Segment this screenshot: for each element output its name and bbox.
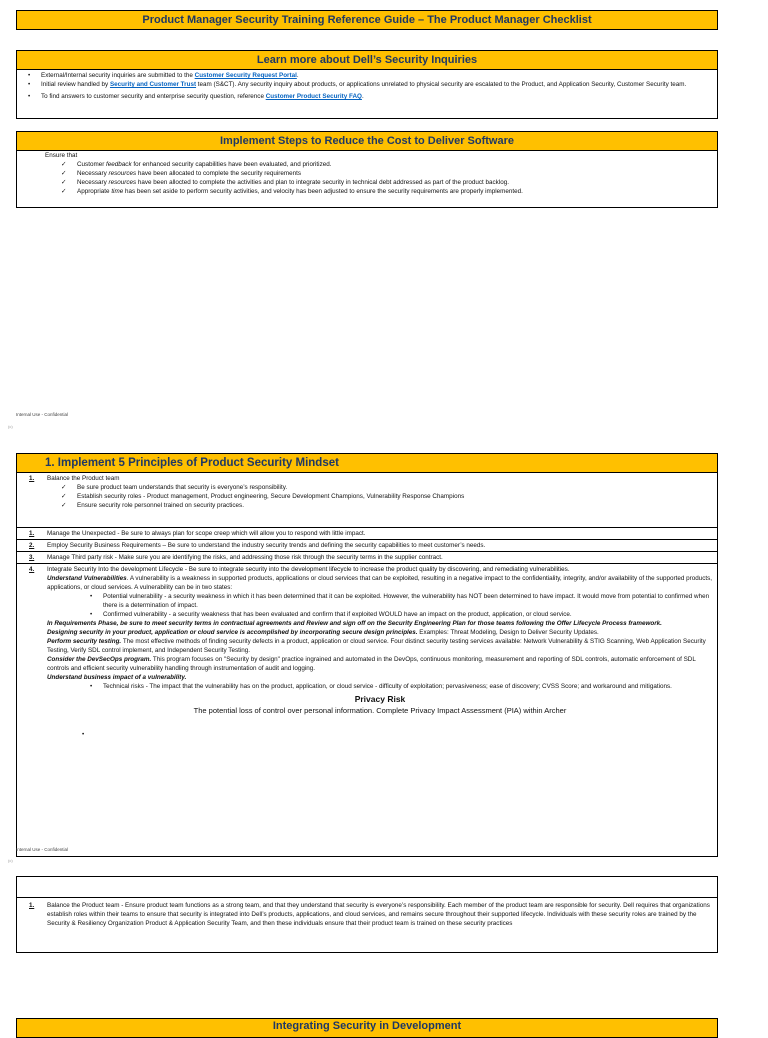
- principle-row: [17, 539, 717, 551]
- confidential-tag: Internal Use - Confidential: [16, 412, 69, 417]
- row-number: 3.: [29, 554, 35, 561]
- integrating-security-bar: [16, 1018, 718, 1038]
- privacy-risk-title: Privacy Risk: [354, 694, 406, 704]
- check-item: [61, 483, 713, 492]
- text: time: [111, 188, 124, 195]
- learn-more-section: [16, 50, 718, 119]
- implement-steps-header: [17, 132, 717, 151]
- balance-team-header: [17, 877, 717, 898]
- text: Be sure product team understands that security is everyone’s responsibility.: [77, 484, 288, 491]
- text: .: [361, 93, 364, 100]
- security-customer-trust-link[interactable]: Security and Customer Trust: [109, 81, 197, 88]
- text: Examples: Threat Modeling, Design to Deliver Security Updates.: [417, 629, 599, 636]
- row-text: Balance the Product team: [47, 475, 120, 482]
- check-item: [61, 187, 717, 196]
- text: Understand Vulnerabilities: [47, 575, 127, 582]
- privacy-risk-text: The potential loss of control over personal information. Complete Privacy Impact Assessment (PIA) within Archer: [193, 706, 567, 715]
- text: This program focuses on "Security by design" practice ingrained and automated in the DevOps, continuous monitoring, measurement and reporting of SDL controls, automatic enforcement of SDL controls and efficient security vulnerability handling through instrumentation of audit and logging.: [47, 656, 696, 672]
- check-item: [61, 160, 717, 169]
- text: Necessary: [77, 179, 109, 186]
- implement-steps-section: [16, 131, 718, 208]
- row-number: 1.: [29, 475, 35, 482]
- row-number: 1.: [29, 530, 35, 537]
- check-icon: ✓: [61, 493, 67, 500]
- principle-row: [17, 527, 717, 539]
- check-item: [61, 169, 717, 178]
- row-number: 4.: [29, 566, 35, 573]
- list-item: [95, 730, 713, 739]
- row-number: 2.: [29, 542, 35, 549]
- text: External/Internal security inquiries are submitted to the: [41, 72, 195, 79]
- page-mark: (c): [8, 858, 13, 863]
- learn-more-list: [17, 70, 717, 101]
- row-text: Manage Third party risk - Make sure you are identifying the risks, and addressing those risk through the security terms in the supplier contract.: [47, 554, 443, 561]
- text: Necessary: [77, 170, 109, 177]
- list-item: [41, 71, 717, 80]
- principle-row: [17, 551, 717, 563]
- text: has been set aside to perform security activities, and velocity has been adjusted to ensure the security requirements are properly implemented.: [123, 188, 523, 195]
- text: . A vulnerability is a weakness in supported products, applications or cloud services that can be exploited, resulting in a negative impact to the confidentiality, integrity, and/or availability of the supported products, applications, or cloud services. A vulnerability can be in two states:: [47, 575, 713, 591]
- implement-steps-title: Implement Steps to Reduce the Cost to Deliver Software: [219, 135, 514, 147]
- empty-list: [47, 730, 713, 739]
- check-item: [61, 178, 717, 187]
- check-item: [61, 492, 713, 501]
- text: Designing security in your product, application or cloud service is accomplished by incorporating secure design principles.: [47, 629, 418, 636]
- learn-more-header: [17, 51, 717, 70]
- business-impact-text: Understand business impact of a vulnerability.: [47, 674, 187, 681]
- row-text: Integrate Security Into the development Lifecycle - Be sure to integrate security into the development lifecycle to increase the product quality by discovering, and remediating vulnerabilities.: [47, 566, 570, 573]
- row-text: Balance the Product team - Ensure product team functions as a strong team, and that they understand that security is everyone’s responsibility. Each member of the product team are responsible for security. Dell requires that organizations establish roles within their teams to ensure that security is integrated into Dell’s products, applications, and cloud services, and remains secure throughout their supported lifecycle. Individuals with these security roles are trained by the Security & Resiliency Organization Product & Application Security Team, and then these individuals ensure that their product team is trained on these security practices: [47, 902, 710, 927]
- text: Appropriate: [77, 188, 112, 195]
- integrating-security-title: Integrating Security in Development: [272, 1020, 462, 1032]
- text: .: [296, 72, 299, 79]
- technical-risks-list: [47, 682, 713, 691]
- list-item: [41, 80, 717, 89]
- balance-team-section: [16, 876, 718, 953]
- text: resources: [108, 170, 137, 177]
- implement-checklist: [17, 160, 717, 196]
- ensure-lead: Ensure that: [45, 152, 78, 159]
- check-icon: ✓: [61, 170, 67, 177]
- guide-title: Product Manager Security Training Reference Guide – The Product Manager Checklist: [142, 14, 592, 26]
- check-icon: ✓: [61, 188, 67, 195]
- principle-row: [17, 473, 717, 527]
- text: Ensure security role personnel trained on security practices.: [77, 502, 244, 509]
- learn-more-title: Learn more about Dell’s Security Inquiries: [256, 54, 478, 66]
- requirements-text: In Requirements Phase, be sure to meet security terms in contractual agreements and Review and sign off on the Security Engineering Plan for those teams following the Offer Lifecycle Process framework.: [47, 620, 662, 627]
- text: The most effective methods of finding security defects in a product, application or cloud service. Four distinct security testing services available: Network Vulnerability & STIG Scanning, Web Application Security Testing, Verify SDL control implement, and Independent Security Testing.: [47, 638, 706, 654]
- list-item: [41, 92, 717, 101]
- row-text: Manage the Unexpected - Be sure to always plan for scope creep which will allow you to respond with little impact.: [47, 530, 366, 537]
- customer-product-security-faq-link[interactable]: Customer Product Security FAQ: [265, 93, 362, 100]
- list-item: • Confirmed vulnerability - a security weakness that has been evaluated and confirm that if exploited WOULD have an impact on the product, application, or cloud service.: [103, 610, 713, 619]
- text: have been allocated to complete the security requirements: [136, 170, 302, 177]
- check-icon: ✓: [61, 484, 67, 491]
- check-icon: ✓: [61, 161, 67, 168]
- page-mark: (c): [8, 424, 13, 429]
- text: Consider the DevSecOps program.: [47, 656, 152, 663]
- vulnerability-states-list: [47, 592, 713, 619]
- text: team (S&CT). Any security inquiry about products, or applications unrelated to physical security are escalated to the Product, and Application Security, Customer Security team.: [196, 81, 687, 88]
- list-item: • Technical risks - The impact that the vulnerability has on the product, application, or cloud service - difficulty of exploitation; pervasiveness; ease of discovery; CVSS Score; and workaround and mitigations.: [103, 682, 713, 691]
- check-icon: ✓: [61, 179, 67, 186]
- check-item: [61, 501, 713, 510]
- text: Perform security testing.: [47, 638, 122, 645]
- text: Establish security roles - Product management, Product engineering, Secure Development Champions, Vulnerability Response Champions: [77, 493, 465, 500]
- principles-section: [16, 453, 718, 857]
- row-text: Employ Security Business Requirements – Be sure to understand the industry security trends and defining the security capabilities to meet customer’s needs.: [47, 542, 486, 549]
- confidential-tag: Internal Use - Confidential: [16, 847, 69, 852]
- principles-title: 1. Implement 5 Principles of Product Security Mindset: [45, 457, 339, 469]
- principle-row: [17, 563, 717, 740]
- text: for enhanced security capabilities have been evaluated, and prioritized.: [131, 161, 332, 168]
- check-icon: ✓: [61, 502, 67, 509]
- list-item: • Potential vulnerability - a security weakness in which it has been determined that it can be exploited. However, the vulnerability has NOT been determined to have impact. It would move from potential to confirmed when there is a determination of impact.: [103, 592, 713, 610]
- text: Customer: [77, 161, 107, 168]
- text: resources: [108, 179, 137, 186]
- customer-security-request-portal-link[interactable]: Customer Security Request Portal: [194, 72, 297, 79]
- guide-title-bar: [16, 10, 718, 30]
- principles-header: [17, 454, 717, 473]
- balance-row: [17, 898, 717, 929]
- text: Initial review handled by: [41, 81, 110, 88]
- row-number: 1.: [29, 902, 35, 909]
- text: To find answers to customer security and enterprise security question, reference: [41, 93, 266, 100]
- text: feedback: [106, 161, 132, 168]
- text: have been allocted to complete the activities and plan to integrate security in technical debt addressed as part of the product backlog.: [136, 179, 509, 186]
